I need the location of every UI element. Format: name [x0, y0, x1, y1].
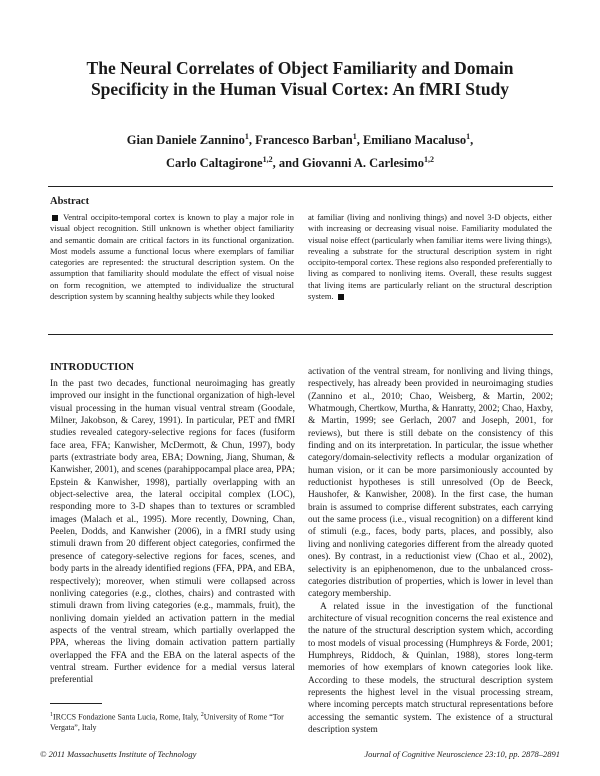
footnote-aff-2-number: 2 — [200, 712, 204, 718]
author-name: Giovanni A. Carlesimo — [302, 156, 425, 171]
introduction-heading: INTRODUCTION — [50, 362, 135, 373]
title-line-1: The Neural Correlates of Object Familiarity and Domain — [86, 58, 514, 78]
footer-journal-citation: Journal of Cognitive Neuroscience 23:10, pp. 2878–2891 — [364, 749, 560, 759]
introduction-left-column — [50, 378, 295, 687]
author-separator: , — [248, 133, 256, 148]
affiliation-footnote — [50, 710, 295, 733]
paper-title — [40, 58, 560, 100]
author-affiliation: 1,2 — [424, 155, 435, 165]
author-separator: , — [356, 133, 363, 148]
abstract-right-text: at familiar (living and nonliving things) and novel 3-D objects, either with increasing or decreasing visual noise. Familiarity modulated the visual noise effect (particularly when familiar items were living things), revealing a substrate for the structural description system in right occipito-temporal cortex. These regions also responded preferentially to living as compared to nonliving items. Overall, these results suggest that living items are particularly reliant on the structural description system. — [308, 212, 552, 302]
abstract-start-marker-icon — [52, 215, 58, 221]
author-name: Emiliano Macaluso — [362, 133, 467, 148]
abstract-left-column — [50, 212, 294, 302]
author-affiliation: 1 — [466, 132, 471, 141]
footnote-aff-1-text: IRCCS Fondazione Santa Lucia, Rome, Italy, — [53, 712, 201, 722]
author-affiliation: 1 — [352, 132, 357, 141]
author-separator: , — [470, 133, 474, 148]
footer-copyright: © 2011 Massachusetts Institute of Technology — [40, 749, 197, 759]
author-affiliation: 1,2 — [262, 155, 273, 165]
footnote-rule — [50, 703, 102, 704]
paragraph: In the past two decades, functional neuroimaging has greatly improved our insight in the functional organization of high-level visual processing in the human visual ventral stream (Goodale, Milner, Jakobson, & Carey, 1991). In particular, PET and fMRI studies revealed category-selective regions for faces (fusiform face area, FFA; Kanwisher, McDermott, & Chun, 1997), body parts (extrastriate body area, EBA; Downing, Jiang, Shuman, & Kanwisher, 2001), and scenes (parahippocampal place area, PPA; Epstein & Kanwisher, 1998), partially overlapping with an object-selective area, the lateral occipital complex (LOC), responding more to 3-D shapes than to textures or scrambled images (Malach et al., 1995). More recently, Downing, Chan, Peelen, Dodds, and Kanwisher (2006), in a fMRI study using stimuli drawn from 20 different object categories, confirmed the presence of category-selective regions for faces, scenes, and body parts in the already identified regions (FFA, PPA, and EBA, respectively); moreover, when stimuli were collapsed across nonliving categories (e.g., clothes, chairs) and contrasted with stimuli drawn from living categories (e.g., mammals, fruit), the nonliving domain yielded an activation pattern in the medial aspects of the ventral stream, which partially overlapped the PPA, whereas the living domain activation pattern partially overlapped the FFA and the EBA on the lateral aspects of the ventral stream. Further evidence for a medial versus lateral preferential — [50, 379, 295, 686]
title-line-2: Specificity in the Human Visual Cortex: An fMRI Study — [90, 79, 510, 99]
author-name: Gian Daniele Zannino — [126, 133, 245, 148]
paragraph: activation of the ventral stream, for nonliving and living things, respectively, has already been provided in neuroimaging studies (Zannino et al., 2010; Chao, Weisberg, & Martin, 2002; Whatmough, Chertkow, Murtha, & Hanratty, 2002; Chao, Haxby, & Martin, 1999; see Gerlach, 2007 and Joseph, 2001, for reviews), but there is still debate on the consistency of this finding and on its interpretation. In particular, the issue whether category/domain-selectivity reflects a modular organization of human vision, or it can be more parsimoniously accounted by reductionist hypotheses is still unresolved (Op de Beeck, Haushofer, & Kanwisher, 2008). In the first case, the human brain is assumed to comprise different substrates, each carrying out the same process (i.e., visual recognition) on a different kind of stimuli (e.g., faces, body parts, places, and possibly, also living and nonliving categories different from the already quoted ones). By contrast, in a reductionist view (Chao et al., 2002), selectivity is an epiphenomenon, due to the unbalanced cross-categories distribution of properties, which is lower in level than category membership. — [308, 367, 553, 600]
author-list — [40, 127, 560, 173]
author-line-1 — [40, 127, 560, 150]
paragraph: A related issue in the investigation of the functional architecture of visual recognition concerns the real existence and the nature of the structural description system which, according to most models of visual processing (Humphreys & Forde, 2001; Humphreys, Riddoch, & Quinlan, 1988), stores long-term memories of how exemplars of known categories look like. According to these models, the structural description system represents the highest level in the visual processing stream, where incoming percepts match structural representations before accessing the semantic system. The existence of a structural description system — [308, 601, 553, 735]
author-name: Francesco Barban — [255, 133, 353, 148]
footnote-aff-2-text: University of Rome “Tor Vergata”, Italy — [50, 712, 284, 732]
author-separator: , and — [272, 156, 303, 171]
author-name: Carlo Caltagirone — [165, 156, 263, 171]
footnote-aff-1-number: 1 — [50, 712, 53, 718]
abstract-left-text: Ventral occipito-temporal cortex is known to play a major role in visual object recognition. Still unknown is whether object familiarity and semantic domain are critical factors in its functional organization. Most models assume a functional locus where exemplars of familiar categories are represented: the structural description system. On the assumption that familiarity should modulate the effect of visual noise on form recognition, we attempted to individualize the structural description system by scanning healthy subjects while they looked — [50, 212, 294, 302]
author-affiliation: 1 — [244, 132, 249, 141]
introduction-right-column — [308, 366, 553, 736]
author-line-2 — [40, 150, 560, 173]
divider-bottom — [48, 334, 553, 335]
abstract-right-column — [308, 212, 552, 302]
divider-top — [48, 186, 553, 187]
abstract-heading: Abstract — [50, 196, 90, 207]
abstract-end-marker-icon — [338, 294, 344, 300]
